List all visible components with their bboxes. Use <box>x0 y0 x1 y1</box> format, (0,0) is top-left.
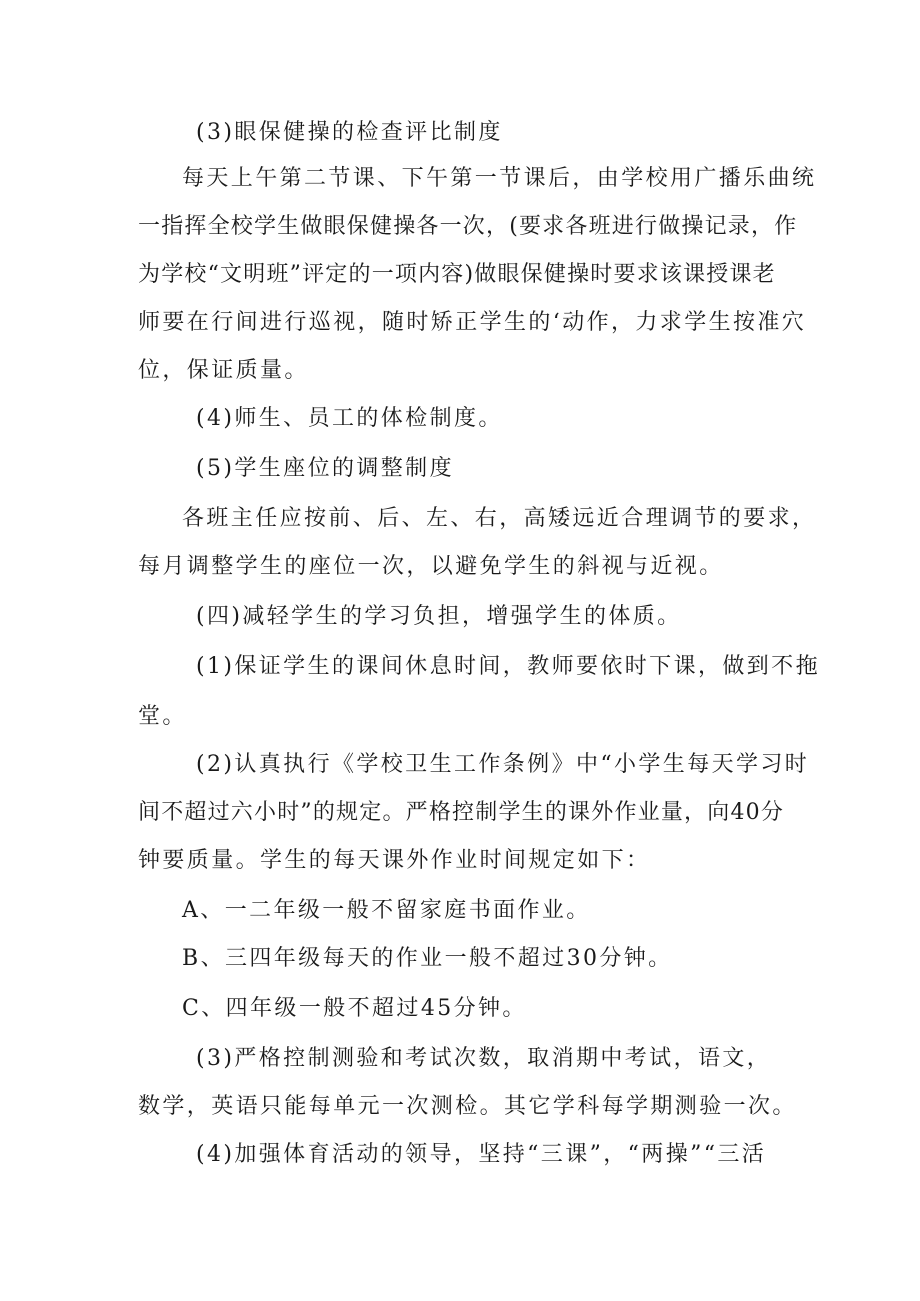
list-item-c: C、四年级一般不超过45分钟。 <box>182 996 527 1021</box>
paragraph-line: 堂。 <box>138 704 187 729</box>
paragraph-line: (4)加强体育活动的领导，坚持“三课”，“两操”“三活 <box>196 1142 767 1167</box>
list-item-a: A、一二年级一般不留家庭书面作业。 <box>182 898 591 923</box>
paragraph-line: 每天上午第二节课、下午第一节课后，由学校用广播乐曲统 <box>182 166 817 191</box>
paragraph-line: 间不超过六小时”的规定。严格控制学生的课外作业量，向40分 <box>138 800 785 825</box>
paragraph-line: 为学校“文明班”评定的一项内容)做眼保健操时要求该课授课老 <box>138 262 776 287</box>
paragraph-line: 各班主任应按前、后、左、右，高矮远近合理调节的要求， <box>182 506 817 531</box>
paragraph-line: 钟要质量。学生的每天课外作业时间规定如下： <box>138 848 651 873</box>
paragraph-line: (2)认真执行《学校卫生工作条例》中“小学生每天学习时 <box>196 752 810 777</box>
paragraph-line: 师要在行间进行巡视，随时矫正学生的‘动作，力求学生按准穴 <box>138 310 807 335</box>
list-item-b: B、三四年级每天的作业一般不超过30分钟。 <box>182 946 673 971</box>
paragraph-line: (3)严格控制测验和考试次数，取消期中考试，语文， <box>196 1046 772 1071</box>
paragraph-heading-eye-exercise-check: (3)眼保健操的检查评比制度 <box>196 120 503 145</box>
paragraph-line: 每月调整学生的座位一次，以避免学生的斜视与近视。 <box>138 554 724 579</box>
paragraph-line: (1)保证学生的课间休息时间，教师要依时下课，做到不拖 <box>196 654 820 679</box>
paragraph-line: 位，保证质量。 <box>138 358 309 383</box>
paragraph-line: 一指挥全校学生做眼保健操各一次，(要求各班进行做操记录，作 <box>138 214 798 239</box>
paragraph-heading-seat-adjust: (5)学生座位的调整制度 <box>196 456 454 481</box>
paragraph-line: 数学，英语只能每单元一次测检。其它学科每学期测验一次。 <box>138 1094 797 1119</box>
paragraph-heading-health-check: (4)师生、员工的体检制度。 <box>196 406 503 431</box>
section-heading-reduce-burden: (四)减轻学生的学习负担，增强学生的体质。 <box>196 604 682 629</box>
